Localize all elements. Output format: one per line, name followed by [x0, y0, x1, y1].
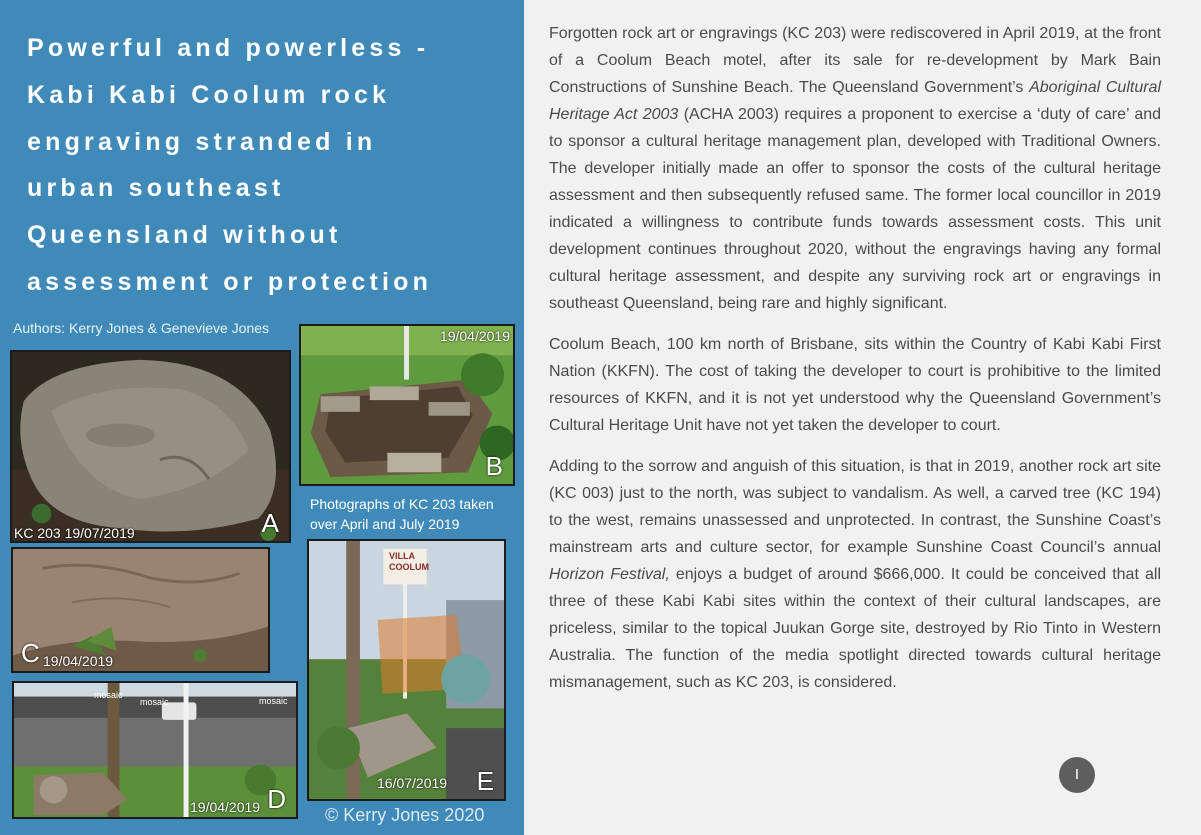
page-number-badge: I — [1059, 757, 1095, 793]
photo-b-date: 19/04/2019 — [439, 328, 510, 344]
photo-e-image — [309, 541, 504, 799]
photo-c-date: 19/04/2019 — [43, 653, 114, 669]
article-body — [549, 20, 1161, 710]
photo-c-engraving-closeup — [11, 547, 270, 673]
photo-a-image — [12, 352, 289, 541]
photo-e-villa-coolum-site — [307, 539, 506, 801]
photo-c-letter: C — [21, 638, 40, 668]
photo-e-date: 16/07/2019 — [377, 775, 448, 791]
photo-d-sign-2: mosaic — [140, 697, 169, 707]
photo-a-date: KC 203 19/07/2019 — [14, 525, 135, 541]
paragraph-1-act-title: Aboriginal Cultural Heritage Act 2003 — [549, 79, 1162, 123]
photo-d-street-view — [12, 681, 298, 819]
photo-a-letter: A — [261, 508, 279, 538]
page-title: Powerful and powerless - Kabi Kabi Coolum rock engraving stranded in urban southeast Queensland without assessment or protection — [27, 34, 433, 296]
paragraph-1 — [549, 20, 1161, 317]
photo-a-rock-engraving — [10, 350, 291, 543]
photo-e-letter: E — [476, 766, 494, 796]
left-panel — [0, 0, 524, 835]
photos-caption: Photographs of KC 203 taken over April and July 2019 — [310, 496, 494, 532]
photo-b-image — [301, 326, 513, 484]
paragraph-2: Coolum Beach, 100 km north of Brisbane, sits within the Country of Kabi Kabi First Nation (KKFN). The cost of taking the developer to court is prohibitive to the limited resources of KKFN, and it is not yet understood why the Queensland Government’s Cultural Heritage Unit have not yet taken the developer to court. — [549, 336, 1161, 434]
photo-d-date: 19/04/2019 — [190, 799, 261, 815]
photo-e-sign-line-1: VILLA — [389, 551, 415, 561]
copyright-notice: © Kerry Jones 2020 — [325, 805, 485, 825]
authors-line: Authors: Kerry Jones & Genevieve Jones — [13, 320, 270, 336]
paragraph-3-festival-name: Horizon Festival, — [549, 566, 670, 583]
paragraph-3-text-a: Adding to the sorrow and anguish of this situation, is that in 2019, another rock art site (KC 003) just to the north, was subject to vandalism. As well, a carved tree (KC 194) to the west, remains unassessed and unprotected. In contrast, the Sunshine Coast’s mainstream arts and culture sector, for example Sunshine Coast Council’s annual — [549, 458, 1161, 556]
photo-e-sign-line-2: COOLUM — [389, 562, 429, 572]
paragraph-1-text-b: (ACHA 2003) requires a proponent to exercise a ‘duty of care’ and to sponsor a cultural heritage management plan, developed with Traditional Owners. The developer initially made an offer to sponsor the costs of the cultural heritage assessment and then subsequently refused same. The former local councillor in 2019 indicated a willingness to contribute funds towards assessment costs. This unit development continues throughout 2020, without the engravings having any formal cultural heritage assessment, and despite any surviving rock art or engravings in southeast Queensland, being rare and highly significant. — [549, 106, 1162, 312]
paragraph-3 — [549, 453, 1161, 696]
photo-d-sign-1: mosaic — [94, 690, 123, 700]
photo-b-garden-bed — [299, 324, 515, 486]
photo-d-letter: D — [267, 784, 286, 814]
photo-b-letter: B — [485, 451, 503, 481]
photo-d-sign-3: mosaic — [259, 696, 288, 706]
paragraph-1-text-a: Forgotten rock art or engravings (KC 203) were rediscovered in April 2019, at the front of a Coolum Beach motel, after its sale for re-development by Mark Bain Constructions of Sunshine Beach. The Queensland Government’s — [549, 25, 1161, 96]
paragraph-3-text-b: enjoys a budget of around $666,000. It could be conceived that all three of these Kabi Kabi sites within the context of their cultural landscapes, are priceless, similar to the topical Juukan Gorge site, destroyed by Rio Tinto in Western Australia. The function of the media spotlight directed towards cultural heritage mismanagement, such as KC 203, is considered. — [549, 566, 1161, 691]
